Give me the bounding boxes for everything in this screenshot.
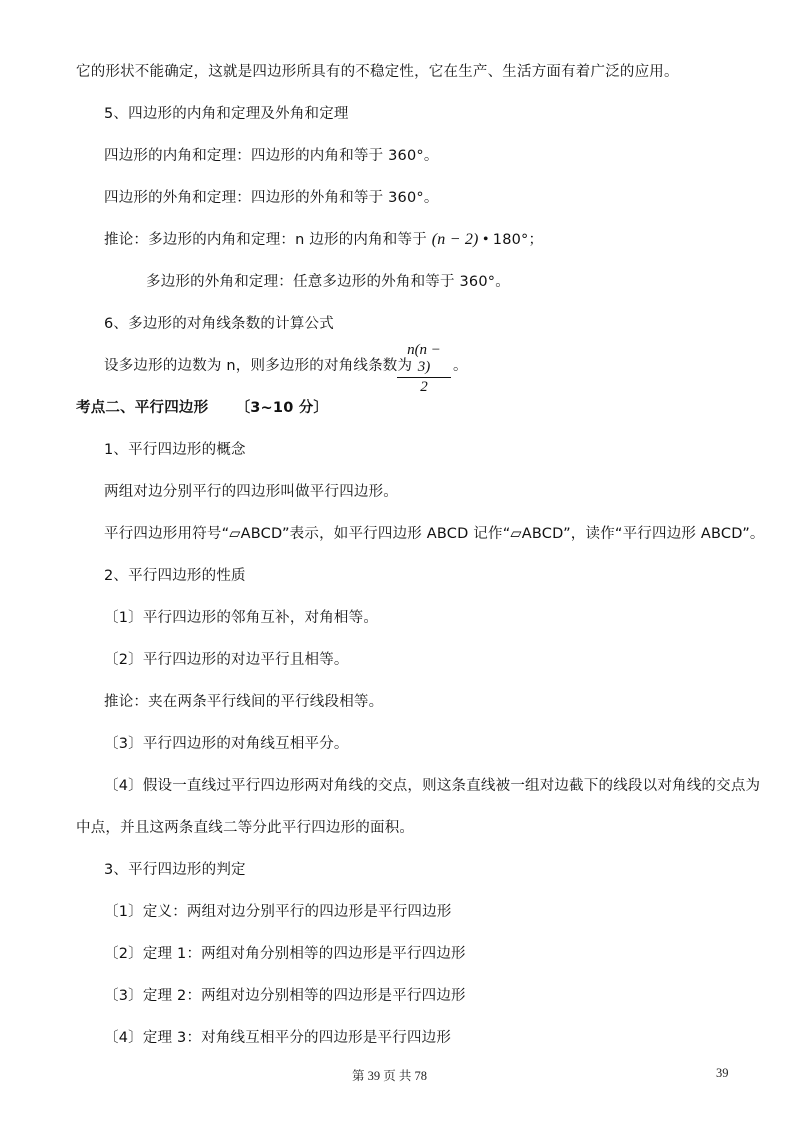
fraction-numerator: n(n − 3) xyxy=(407,342,441,375)
list-item: 〔4〕定理 3：对角线互相平分的四边形是平行四边形 xyxy=(104,1030,452,1046)
page-info: 第 39 页 共 78 xyxy=(352,1069,428,1083)
list-item: 〔2〕平行四边形的对边平行且相等。 xyxy=(104,652,349,668)
corollary-text: 推论：多边形的内角和定理：n 边形的内角和等于 xyxy=(104,232,427,248)
list-item: 〔2〕定理 1：两组对角分别相等的四边形是平行四边形 xyxy=(104,946,466,962)
text-line: 推论：夹在两条平行线间的平行线段相等。 xyxy=(104,694,384,710)
text-line: 四边形的内角和定理：四边形的内角和等于 360°。 xyxy=(104,148,439,164)
fraction xyxy=(397,342,451,396)
diagonal-formula-line xyxy=(104,356,412,376)
text-line: 两组对边分别平行的四边形叫做平行四边形。 xyxy=(104,484,398,500)
fraction-denominator: 2 xyxy=(420,379,428,395)
section-heading: 1、平行四边形的概念 xyxy=(104,442,246,458)
section-heading: 3、平行四边形的判定 xyxy=(104,862,246,878)
formula-degrees: 180°； xyxy=(492,232,544,248)
formula-text: 设多边形的边数为 n，则多边形的对角线条数为 xyxy=(104,358,413,374)
text-line: 多边形的外角和定理：任意多边形的外角和等于 360°。 xyxy=(146,274,510,290)
topic-title: 考点二、平行四边形 xyxy=(76,400,209,416)
topic-heading xyxy=(76,398,328,418)
corollary-line xyxy=(104,230,543,250)
text-line: 四边形的外角和定理：四边形的外角和等于 360°。 xyxy=(104,190,439,206)
punctuation: 。 xyxy=(453,358,468,374)
fraction-bar xyxy=(397,377,451,378)
section-heading: 2、平行四边形的性质 xyxy=(104,568,246,584)
list-item: 〔1〕平行四边形的邻角互补，对角相等。 xyxy=(104,610,379,626)
section-heading: 5、四边形的内角和定理及外角和定理 xyxy=(104,106,349,122)
list-item: 〔3〕定理 2：两组对边分别相等的四边形是平行四边形 xyxy=(104,988,466,1004)
section-heading: 6、多边形的对角线条数的计算公式 xyxy=(104,316,334,332)
topic-score: 〔3~10 分〕 xyxy=(235,400,329,416)
text-line: 中点，并且这两条直线二等分此平行四边形的面积。 xyxy=(76,820,415,836)
list-item: 〔3〕平行四边形的对角线互相平分。 xyxy=(104,736,349,752)
list-item: 〔4〕假设一直线过平行四边形两对角线的交点，则这条直线被一组对边截下的线段以对角线的交点为 xyxy=(104,778,761,794)
list-item: 〔1〕定义：两组对边分别平行的四边形是平行四边形 xyxy=(104,904,452,920)
formula: (n − 2) • xyxy=(431,231,493,248)
text-line: 平行四边形用符号“▱ABCD”表示，如平行四边形 ABCD 记作“▱ABCD”，读作“平行四边形 ABCD”。 xyxy=(104,526,765,542)
page-number: 39 xyxy=(716,1066,729,1080)
text-line: 它的形状不能确定，这就是四边形所具有的不稳定性，它在生产、生活方面有着广泛的应用。 xyxy=(76,64,679,80)
